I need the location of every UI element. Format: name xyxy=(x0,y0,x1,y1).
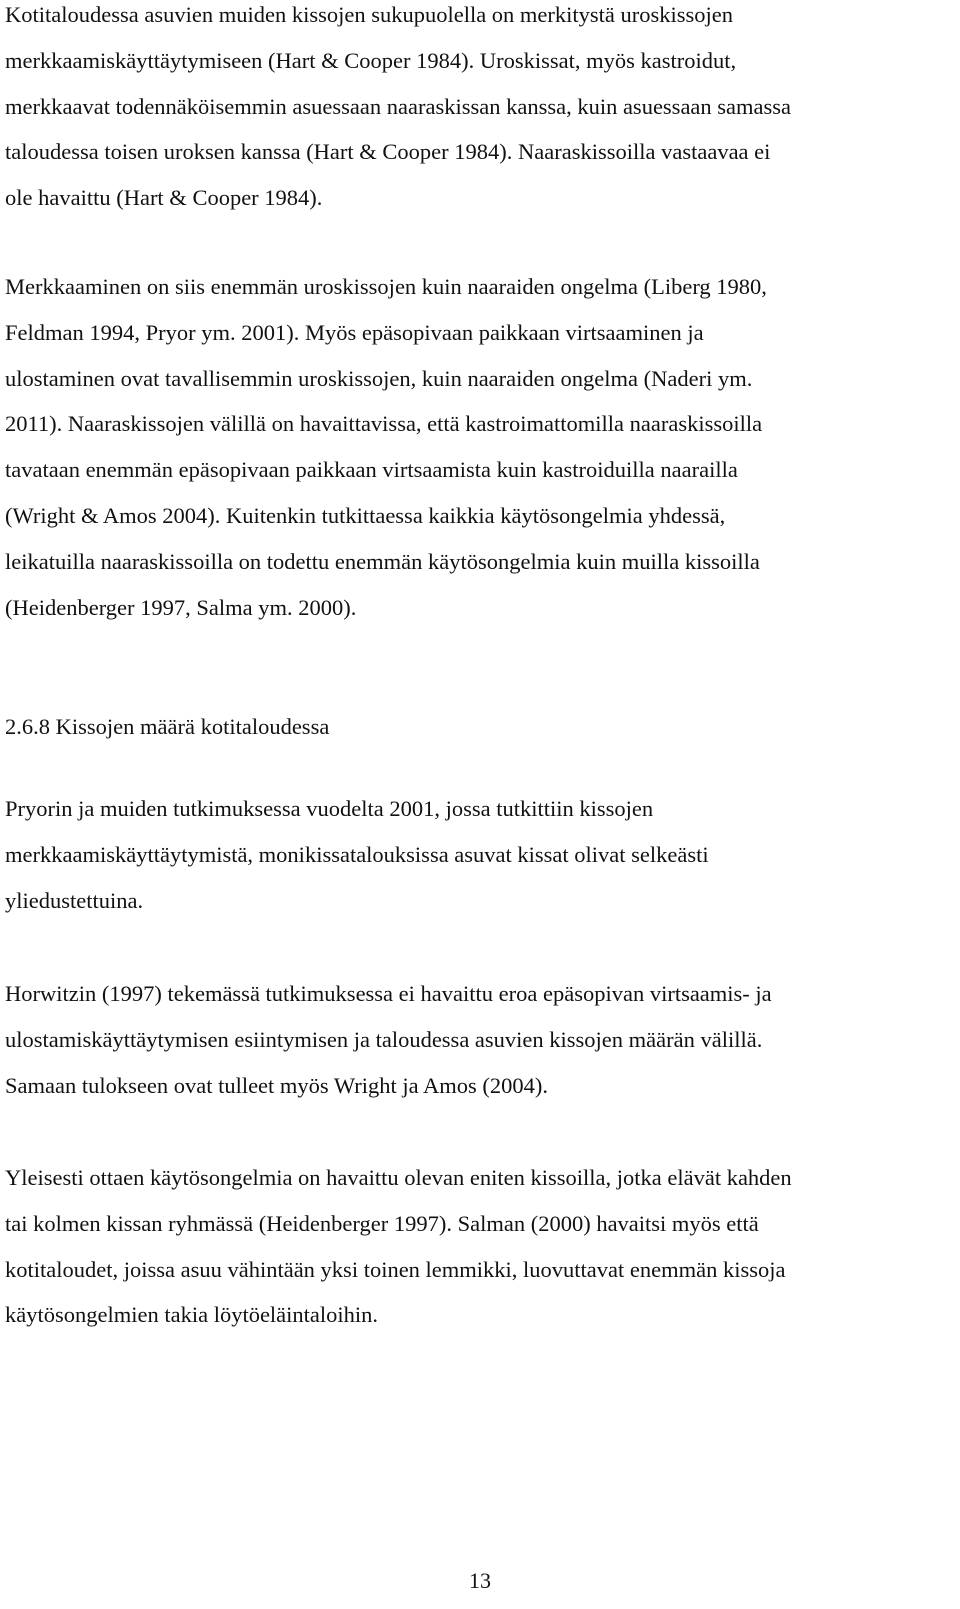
section-heading: 2.6.8 Kissojen määrä kotitaloudessa xyxy=(5,714,330,739)
page-number: 13 xyxy=(469,1568,491,1593)
paragraph: Horwitzin (1997) tekemässä tutkimuksessa ei havaittu eroa epäsopivan virtsaamis- ja ulostamiskäyttäytymisen esiintymisen ja taloudessa asuvien kissojen määrän välillä. Samaan tulokseen ovat tulleet myös Wright ja Amos (2004). xyxy=(5,981,772,1098)
paragraph: Pryorin ja muiden tutkimuksessa vuodelta 2001, jossa tutkittiin kissojen merkkaamiskäyttäytymistä, monikissatalouksissa asuvat kissat olivat selkeästi yliedustettuina. xyxy=(5,796,709,913)
paragraph: Merkkaaminen on siis enemmän uroskissojen kuin naaraiden ongelma (Liberg 1980, Feldman 1994, Pryor ym. 2001). Myös epäsopivaan paikkaan virtsaaminen ja ulostaminen ovat tavallisemmin uroskissojen, kuin naaraiden ongelma (Naderi ym. 2011). Naaraskissojen välillä on havaittavissa, että kastroimattomilla naaraskissoilla tavataan enemmän epäsopivaan paikkaan virtsaamista kuin kastroiduilla naarailla (Wright & Amos 2004). Kuitenkin tutkittaessa kaikkia käytösongelmia yhdessä, leikatuilla naaraskissoilla on todettu enemmän käytösongelmia kuin muilla kissoilla (Heidenberger 1997, Salma ym. 2000). xyxy=(5,274,767,620)
paragraph: Yleisesti ottaen käytösongelmia on havaittu olevan eniten kissoilla, jotka elävät kahden tai kolmen kissan ryhmässä (Heidenberger 1997). Salman (2000) havaitsi myös että kotitaloudet, joissa asuu vähintään yksi toinen lemmikki, luovuttavat enemmän kissoja käytösongelmien takia löytöeläintaloihin. xyxy=(5,1165,792,1328)
paragraph: Kotitaloudessa asuvien muiden kissojen sukupuolella on merkitystä uroskissojen merkkaamiskäyttäytymiseen (Hart & Cooper 1984). Uroskissat, myös kastroidut, merkkaavat todennäköisemmin asuessaan naaraskissan kanssa, kuin asuessaan samassa taloudessa toisen uroksen kanssa (Hart & Cooper 1984). Naaraskissoilla vastaavaa ei ole havaittu (Hart & Cooper 1984). xyxy=(5,2,792,211)
